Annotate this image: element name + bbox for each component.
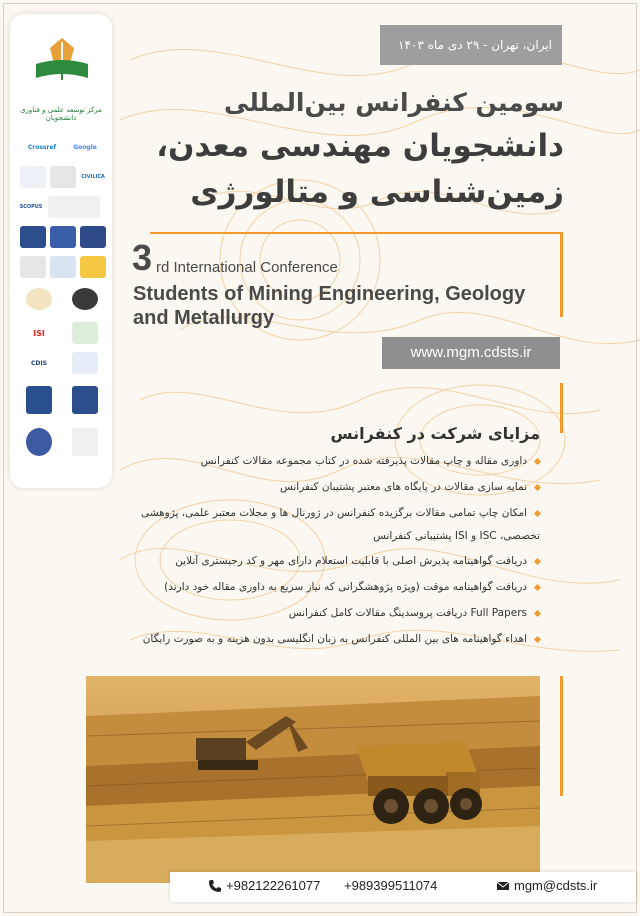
emblem-logo (26, 386, 52, 414)
scopus-logo: SCOPUS (19, 204, 43, 210)
mail-icon (496, 879, 510, 893)
feature-text: نمایه سازی مقالات در پایگاه های معتبر پشتیبان کنفرانس (279, 481, 527, 493)
emblem-logo (72, 288, 98, 310)
list-item (100, 607, 540, 619)
emblem-logo (72, 352, 98, 374)
feature-text: امکان چاپ تمامی مقالات برگزیده کنفرانس در ژورنال ها و مجلات معتبر علمی، پژوهشی (140, 507, 527, 519)
accent-line (560, 676, 563, 796)
emblem-logo (80, 256, 106, 278)
bullet-icon (534, 635, 541, 642)
google-logo: Google (73, 143, 97, 151)
emblem-logo (72, 322, 98, 344)
emblem-logo (72, 428, 98, 456)
title-fa-line1: سومین کنفرانس بین‌المللی (224, 88, 564, 117)
crossref-logo: Crossref (27, 143, 57, 151)
isi-logo: ISI (33, 328, 45, 338)
emblem-logo (50, 256, 76, 278)
emblem-logo (26, 288, 52, 310)
pen-book-logo-icon (32, 34, 92, 84)
emblem-logo (50, 226, 76, 248)
feature-text: دریافت گواهینامه پذیرش اصلی با قابلیت استعلام دارای مهر و کد رجیستری آنلاین (175, 555, 527, 567)
phone-icon (208, 879, 222, 893)
list-item (100, 555, 540, 567)
website-link[interactable]: www.mgm.cdsts.ir (410, 344, 532, 361)
accent-line (560, 383, 563, 433)
title-fa-line3: زمین‌شناسی و متالورژی (190, 174, 564, 210)
emblem-logo (20, 166, 46, 188)
bullet-icon (534, 457, 541, 464)
emblem-logo (50, 166, 76, 188)
emblem-logo (20, 226, 46, 248)
title-en: Students of Mining Engineering, Geology and Metallurgy (133, 283, 526, 329)
list-item (100, 481, 540, 493)
date-location: ایران، تهران - ۲۹ دی ماه ۱۴۰۳ (398, 38, 552, 52)
phone-number-2[interactable]: +989399511074 (344, 878, 438, 893)
feature-text: تخصصی، ISC و ISI پشتیبانی کنفرانس (373, 530, 540, 542)
list-item (100, 530, 540, 542)
emblem-logo (48, 196, 100, 218)
edition-suffix: rd International Conference (156, 259, 338, 276)
emblem-logo (80, 226, 106, 248)
civilica-logo: CIVILICA (81, 174, 105, 180)
cdis-logo: CDIS (31, 359, 47, 367)
title-fa-line2: دانشجویان مهندسی معدن، (156, 128, 564, 164)
mining-photo (86, 676, 540, 883)
feature-text: اهداء گواهینامه های بین المللی کنفرانس به زبان انگلیسی بدون هزینه و به صورت رایگان (142, 633, 527, 645)
list-item (100, 581, 540, 593)
website-badge[interactable] (382, 337, 560, 369)
sponsor-sidebar (10, 14, 112, 488)
haul-truck-icon (356, 742, 482, 824)
emblem-logo (26, 428, 52, 456)
feature-text: داوری مقاله و چاپ مقالات پذیرفته شده در کتاب مجموعه مقالات کنفرانس (200, 455, 527, 467)
date-location-badge (380, 25, 562, 65)
phone-number-1[interactable]: +982122261077 (226, 878, 321, 893)
bullet-icon (534, 557, 541, 564)
emblem-logo (20, 256, 46, 278)
bullet-icon (534, 509, 541, 516)
email-address[interactable]: mgm@cdsts.ir (514, 878, 598, 893)
accent-line (150, 232, 562, 234)
feature-text: دریافت گواهینامه موقت (ویژه پژوهشگرانی که نیاز سریع به داوری مقاله خود دارند) (164, 581, 527, 593)
edition-number: 3 (132, 237, 153, 278)
list-item (100, 633, 540, 645)
bullet-icon (534, 583, 541, 590)
feature-text: Full Papers دریافت پروسدینگ مقالات کامل کنفرانس (288, 607, 527, 619)
features-title: مزایای شرکت در کنفرانس (330, 424, 540, 443)
org-name: مرکز توسعه علمی و فناوری دانشجویان (20, 106, 102, 122)
list-item (100, 455, 540, 467)
emblem-logo (72, 386, 98, 414)
bullet-icon (534, 483, 541, 490)
list-item (100, 507, 540, 519)
contact-bar (170, 872, 636, 902)
bullet-icon (534, 609, 541, 616)
